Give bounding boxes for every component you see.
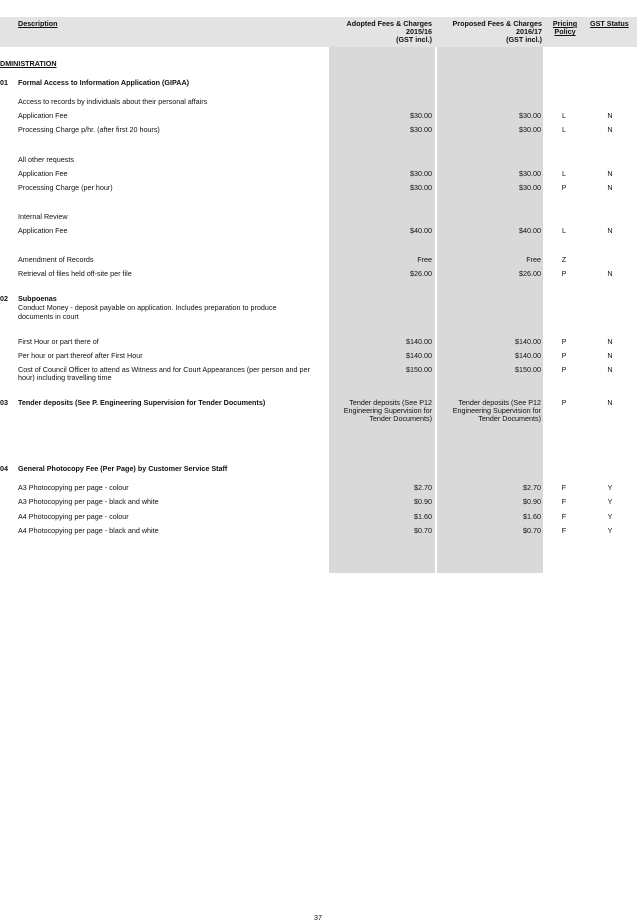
row-gst: N — [607, 169, 613, 178]
row-proposed: $0.70 — [523, 526, 541, 535]
group-03-title: Tender deposits (See P. Engineering Supervision for Tender Documents) — [18, 398, 266, 407]
row-proposed: $30.00 — [519, 125, 541, 134]
row-pricing: L — [562, 111, 566, 120]
group-02-title: Subpoenas — [18, 294, 57, 303]
header-description: Description — [18, 19, 58, 28]
row-gst: N — [607, 183, 613, 192]
row-desc: Application Fee — [18, 226, 68, 235]
row-pricing: P — [561, 269, 567, 278]
row-pricing: P — [561, 365, 567, 374]
row-adopted: $26.00 — [410, 269, 432, 278]
header-adopted — [320, 20, 432, 44]
row-adopted: $30.00 — [410, 183, 432, 192]
row-pricing: F — [561, 526, 567, 535]
row-desc: Application Fee — [18, 169, 68, 178]
header-proposed-line1: Proposed Fees & Charges — [452, 19, 542, 28]
row-proposed: $30.00 — [519, 111, 541, 120]
header-proposed-line3: (GST incl.) — [506, 35, 542, 44]
header-adopted-line1: Adopted Fees & Charges — [346, 19, 432, 28]
group-01-subheading-review: Internal Review — [18, 212, 68, 221]
row-adopted: $30.00 — [410, 125, 432, 134]
row-pricing: P — [561, 183, 567, 192]
row-adopted: $2.70 — [414, 483, 432, 492]
group-02-note-line1: Conduct Money - deposit payable on application. Includes preparation to produce — [18, 303, 277, 312]
group-03-number: 03 — [0, 398, 8, 407]
row-pricing: P — [561, 337, 567, 346]
row-gst: Y — [607, 526, 613, 535]
row-desc: A3 Photocopying per page - colour — [18, 483, 129, 492]
row-gst: N — [607, 269, 613, 278]
group-03-adopted: Tender deposits (See P12 Engineering Supervision for Tender Documents) — [343, 398, 432, 423]
header-adopted-line3: (GST incl.) — [396, 35, 432, 44]
row-gst: Y — [607, 497, 613, 506]
row-desc: Processing Charge p/hr. (after first 20 hours) — [18, 125, 160, 134]
group-01-number: 01 — [0, 78, 8, 87]
row-desc: Processing Charge (per hour) — [18, 183, 113, 192]
row-gst: N — [607, 365, 613, 374]
row-proposed: $150.00 — [515, 365, 541, 374]
row-desc: Cost of Council Officer to attend as Witness and for Court Appearances (per person and per hour) including travelling time — [18, 365, 310, 382]
row-proposed: $26.00 — [519, 269, 541, 278]
row-pricing: L — [562, 169, 566, 178]
row-desc: A4 Photocopying per page - colour — [18, 512, 129, 521]
header-pricing-line1: Pricing — [552, 19, 578, 28]
header-proposed — [430, 20, 542, 44]
row-desc: Per hour or part thereof after First Hour — [18, 351, 143, 360]
header-pricing-line2: Policy — [554, 27, 576, 36]
header-gst-status: GST Status — [590, 19, 629, 28]
row-adopted: $150.00 — [406, 365, 432, 374]
group-01-subheading-other: All other requests — [18, 155, 74, 164]
row-adopted: $30.00 — [410, 169, 432, 178]
row-proposed: $2.70 — [523, 483, 541, 492]
row-gst: Y — [607, 483, 613, 492]
group-01-title: Formal Access to Information Application (GIPAA) — [18, 78, 190, 87]
page-number: 37 — [314, 913, 322, 922]
group-02-number: 02 — [0, 294, 8, 303]
group-03-proposed: Tender deposits (See P12 Engineering Supervision for Tender Documents) — [452, 398, 541, 423]
row-pricing: P — [561, 351, 567, 360]
row-desc: A4 Photocopying per page - black and white — [18, 526, 159, 535]
group-03-pricing: P — [561, 398, 567, 407]
row-pricing: Z — [561, 255, 567, 264]
row-adopted: $40.00 — [410, 226, 432, 235]
header-proposed-line2: 2016/17 — [516, 27, 542, 36]
row-adopted: $0.70 — [414, 526, 432, 535]
row-adopted: $140.00 — [406, 351, 432, 360]
row-gst: N — [607, 111, 613, 120]
row-desc: Application Fee — [18, 111, 68, 120]
row-pricing: F — [561, 512, 567, 521]
group-02-note-line2: documents in court — [18, 312, 79, 321]
row-proposed: $140.00 — [515, 351, 541, 360]
row-pricing: L — [562, 125, 566, 134]
row-adopted: $140.00 — [406, 337, 432, 346]
row-proposed: $140.00 — [515, 337, 541, 346]
row-desc: Retrieval of files held off-site per file — [18, 269, 132, 278]
row-gst: N — [607, 351, 613, 360]
row-pricing: L — [562, 226, 566, 235]
row-adopted: $0.90 — [414, 497, 432, 506]
row-adopted: $1.60 — [414, 512, 432, 521]
header-pricing-policy — [546, 20, 584, 36]
group-03-gst: N — [607, 398, 613, 407]
group-01-subheading-personal: Access to records by individuals about their personal affairs — [18, 97, 208, 106]
row-proposed: $30.00 — [519, 183, 541, 192]
group-04-title: General Photocopy Fee (Per Page) by Customer Service Staff — [18, 464, 228, 473]
group-04-number: 04 — [0, 464, 8, 473]
row-proposed: $30.00 — [519, 169, 541, 178]
row-pricing: F — [561, 483, 567, 492]
row-gst: Y — [607, 512, 613, 521]
row-adopted: $30.00 — [410, 111, 432, 120]
row-proposed: Free — [526, 255, 541, 264]
row-desc: Amendment of Records — [18, 255, 94, 264]
row-desc: First Hour or part there of — [18, 337, 99, 346]
row-gst: N — [607, 125, 613, 134]
row-adopted: Free — [417, 255, 432, 264]
header-adopted-line2: 2015/16 — [406, 27, 432, 36]
row-proposed: $0.90 — [523, 497, 541, 506]
row-proposed: $40.00 — [519, 226, 541, 235]
row-gst: N — [607, 337, 613, 346]
row-desc: A3 Photocopying per page - black and white — [18, 497, 159, 506]
section-title: DMINISTRATION — [0, 59, 57, 68]
row-pricing: F — [561, 497, 567, 506]
row-proposed: $1.60 — [523, 512, 541, 521]
row-gst: N — [607, 226, 613, 235]
